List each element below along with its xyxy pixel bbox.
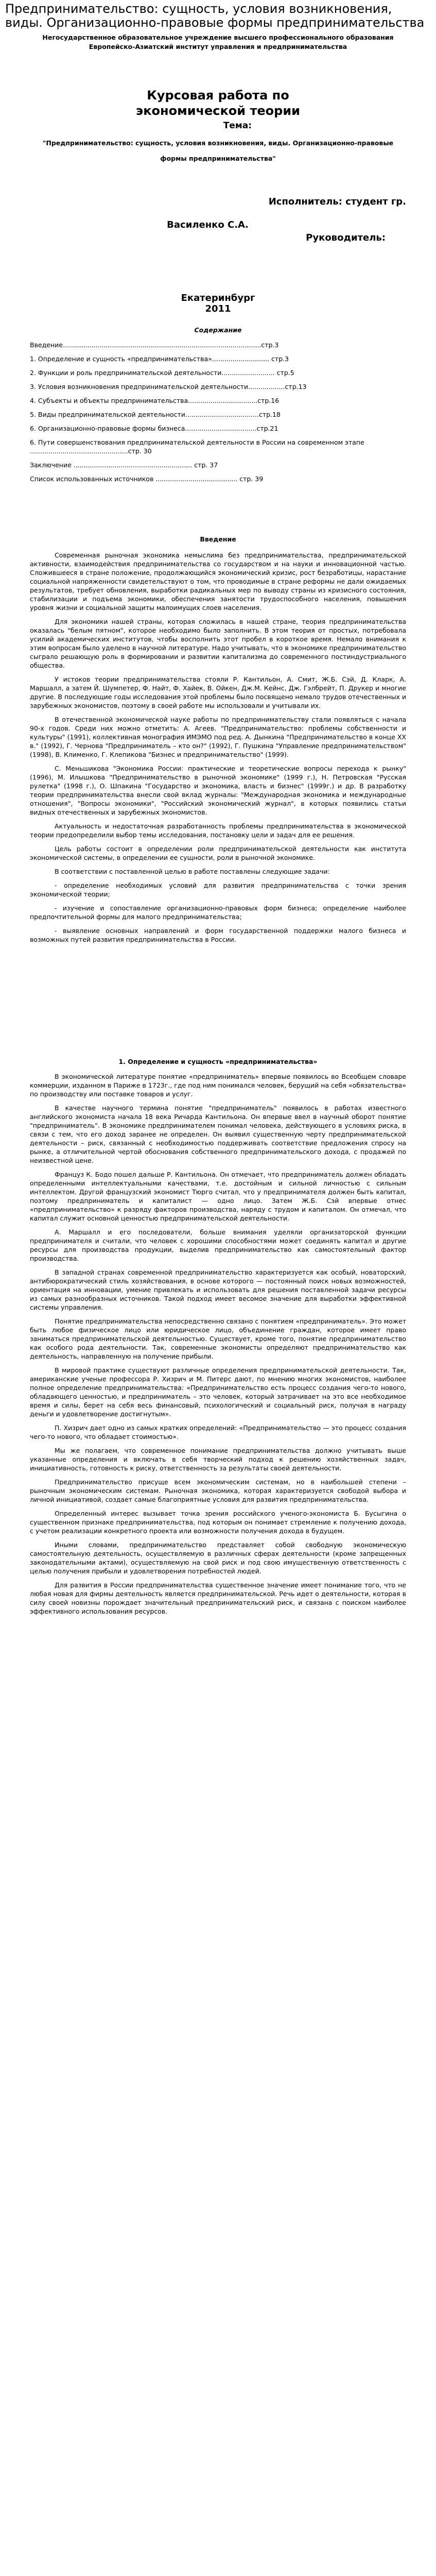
supervisor-label: Руководитель: [306,232,386,243]
toc-item: Заключение .......................................................... стр. 37 [30,461,218,469]
document-body [0,30,436,1623]
paragraph: Мы же полагаем, что современное понимание предпринимательства должно учитывать выше указанные определения и включать в себя творческий подход к решению хозяйственных задач, инициативность, готовность к риску, ответственность за результаты своей деятельности. [30,1447,406,1472]
paragraph: Определенный интерес вызывает точка зрения российского ученого-экономиста Б. Бусыгина о существенном признаке предпринимательства, под которым он понимает стремление к получению дохода, с учетом реализации конкретного проекта или возможности получения дохода в будущем. [30,1510,406,1535]
paragraph: С. Меньшикова "Экономика России: практические и теоретические вопросы перехода к рынку" (1996), М. Илышкова "Предпринимательство в рыночной экономике" (1999 г.), Н. Петровская "Русская рулетка" (1998 г.), О. Шпакина "Государство и экономика, власть и бизнес" (1999г.) и др. В разработку теории предпринимательства внесли свой вклад журналы: "Международная экономика и международные отношения", "Вопросы экономики", "Российский экономический журнал", в которых появились статьи видных отечественных и зарубежных экономистов. [30,765,406,816]
page-title: Предпринимательство: сущность, условия возникновения, виды. Организационно-правовые формы предпринимательства [5,2,425,30]
toc-item: 2. Функции и роль предпринимательской деятельности.......................... стр.5 [30,369,294,377]
toc-title: Содержание [194,326,242,334]
toc-item: Список использованных источников ........................................ стр. 39 [30,475,264,483]
intro-title: Введение [200,535,236,543]
paragraph: Понятие предпринимательства непосредственно связано с понятием «предприниматель». Это может быть любое физическое лицо или юридическое лицо, объединение граждан, которое имеет право заниматься предпринимательской деятельностью. Существует, кроме того, понятие предпринимательство как особого рода деятельности. Так, современные экономисты определяют предпринимательство как деятельность, направленную на получение прибыли. [30,1317,406,1360]
paragraph: В экономической литературе понятие «предприниматель» впервые появилось во Всеобщем словаре коммерции, изданном в Париже в 1723г., где под ним понимался человек, берущий на себя «обязательства» по производству или поставке товаров и услуг. [30,1073,406,1098]
institution-header [30,33,406,52]
section-1-title: 1. Определение и сущность «предпринимательства» [118,1058,318,1065]
topic-label: Тема: [223,121,252,131]
city: Екатеринбург [181,293,255,303]
paragraph: Актуальность и недостаточная разработанность проблемы предпринимательства в экономической теории предопределили выбор темы исследования, постановку цели и задач для ее решения. [30,822,406,839]
student-name: Василенко С.А. [167,219,249,230]
paragraph: Для развития в России предпринимательства существенное значение имеет понимание того, что не любая новая для фирмы деятельность является предпринимательской. Речь идет о деятельности, которая в силу своей новизны порождает значительный предпринимательский риск, и связана с поиском наиболее эффективного использования ресурсов. [30,1581,406,1615]
paragraph: В отечественной экономической науке работы по предпринимательству стали появляться с начала 90-х годов. Среди них можно отметить: А. Агеев. "Предпринимательство: проблемы собственности и культуры" (1991), коллективная монография ИМЭМО под ред. А. Дынкина "Предпринимательство в конце XX в." (1992), Г. Чернова "Предприниматель – кто он?" (1992), Г. Пушкина "Управление предпринимательством" (1998), В. Клименко, Г. Клепикова "Бизнес и предпринимательство" (1999). [30,716,406,758]
paragraph: Для экономики нашей страны, которая сложилась в нашей стране, теория предпринимательства оказалась "белым пятном", которое необходимо было заполнить. В этом теория от простых, потребовала усилий академических институтов, чтобы восполнить этот пробел в короткое время. Немало внимания к этим вопросам было уделено в научной литературе. Надо учитывать, что в экономике предпринимательство сыграло решающую роль в формировании и развитии капитализма до современного постиндустриального общества. [30,618,406,669]
year: 2011 [205,303,231,314]
paragraph: Предпринимательство присуще всем экономическим системам, но в наибольшей степени – рыночным экономическим системам. Рыночная экономика, которая характеризуется свободой выбора и личной инициативой, создает самые благоприятные условия для развития предпринимательства. [30,1478,406,1503]
paragraph: - определение необходимых условий для развития предпринимательства с точки зрения экономической теории; [30,882,406,898]
paragraph: Современная рыночная экономика немыслима без предпринимательства, предпринимательской активности, взаимодействия предпринимательства со государством и на науки и инновационной частью. Сложившееся в стране положение, продолжающийся экономический кризис, рост безработицы, нарастание социальной напряженности свидетельствуют о том, что проводимые в стране реформы не дали ожидаемых результатов, требует обновления, выработки радикальных мер по выводу страны из кризисного состояния, стабилизации и подъема экономики, обеспечения занятости трудоспособного населения, повышения уровня жизни и социальной защиты малоимущих слоев населения. [30,551,406,612]
toc-item: 6. Организационно-правовые формы бизнеса...................................стр.21 [30,425,278,432]
paragraph: В мировой практике существуют различные определения предпринимательской деятельности. Так, американские ученые профессора Р. Хизрич и М. Питерс дают, по мнению многих экономистов, наиболее полное определение предпринимательства: «Предпринимательство есть процесс создания чего-то нового, обладающего ценностью, и предприниматель – это человек, который затрачивает на это все необходимое время и силы, берет на себя весь финансовый, психологический и социальный риск, получая в награду деньги и удовлетворение достигнутым». [30,1366,406,1418]
paragraph: Иными словами, предпринимательство представляет собой свободную экономическую самостоятельную деятельность, осуществляемую в различных сферах деятельности (кроме запрещенных законодательными актами), осуществляемую на свой риск и под свою имущественную ответственность с целью получения прибыли и удовлетворения потребностей людей. [30,1541,406,1575]
institution-line-1: Негосударственное образовательное учреждение высшего профессионального образования [42,33,394,41]
performer-label: Исполнитель: студент гр. [268,196,406,207]
toc-item: 3. Условия возникновения предпринимательской деятельности..................стр.13 [30,383,307,391]
paragraph: В соответствии с поставленной целью в работе поставлены следующие задачи: [55,868,330,875]
paragraph: - изучение и сопоставление организационно-правовых форм бизнеса; определение наиболее предпочтительной формы для малого предпринимательства; [30,904,406,921]
paragraph: Француз К. Бодо пошел дальше Р. Кантильона. Он отмечает, что предприниматель должен обладать определенными интеллектуальными качествами, т.е. достойным и сильной личностью с сильным интеллектом. Другой французский экономист Тюрго считал, что у предпринимателя должен быть капитал, поэтому предприниматель и капиталист — одно лицо. Затем Ж.Б. Сэй впервые отнес «предпринимательство» к разряду факторов производства, наряду с трудом и капиталом. Он отмечал, что капитал служит основной ценностью предпринимательской деятельности. [30,1171,406,1222]
paragraph: Цель работы состоит в определении роли предпринимательской деятельности как института экономической системы, в определении ее сущности, роли в рыночной экономике. [30,845,406,861]
section-1 [30,1072,406,1616]
toc-item: 4. Субъекты и объекты предпринимательства..................................стр.16 [30,397,280,404]
paragraph: П. Хизрич дает одно из самых кратких определений: «Предпринимательство — это процесс создания чего-то нового, что обладает стоимостью». [30,1424,406,1440]
toc-item: 5. Виды предпринимательской деятельности....................................стр.18 [30,411,281,418]
paragraph: В западной странах современной предпринимательство характеризуется как особый, новаторский, антибюрократический стиль хозяйствования, в основе которого — постоянный поиск новых возможностей, ориентация на инновации, умение привлекать и использовать для решения поставленной задачи ресурсы из самых разнообразных источников. Такой подход имеет весомое значение для выработки эффективной системы управления. [30,1268,406,1311]
paragraph: В качестве научного термина понятие "предприниматель" появилось в работах известного английского экономиста начала 18 века Ричарда Кантильона. Он впервые ввел в научный оборот понятие "предприниматель". В экономике предпринимателем понимал человека, действующего в условиях риска, в связи с тем, что его доход заранее не определен. Он выявил существенную черту предпринимательской деятельности – риск, связанный с необходимостью поддерживать соответствие предложения спросу на рынке, а отличительной чертой обоснования собственного предпринимательского дохода, с продажей по неизвестной цене. [30,1104,406,1164]
toc-item: 1. Определение и сущность «предпринимательства»............................ стр.3 [30,355,289,363]
paragraph: - выявление основных направлений и форм государственной поддержки малого бизнеса и возможных путей развития предпринимательства в России. [30,927,406,943]
toc-item: Введение.................................................................................................стр.3 [30,341,279,349]
paragraph: У истоков теории предпринимательства стояли Р. Кантильон, А. Смит, Ж.Б. Сэй, Д. Кларк, А. Маршалл, а затем Й. Шумпетер, Ф. Найт, Ф. Хайек, В. Ойкен, Дж.М. Кейнс, Дж. Гэлбрейт, П. Друкер и многие другие. В последующие годы исследования этой проблемы было посвящено немало трудов отечественных и зарубежных экономистов, поэтому в своей работе мы использовали и учитывали их. [30,675,406,709]
intro-section [30,551,406,944]
table-of-contents [30,341,406,483]
topic: "Предпринимательство: сущность, условия возникновения, виды. Организационно-правовые формы предпринимательства" [42,139,394,162]
paragraph: А. Маршалл и его последователи, больше внимания уделяли организаторской функции предпринимателя и считали, что человек с хорошими способностями может соединять капитал и другие ресурсы для производства продукции, выделив предпринимательство как самостоятельный фактор производства. [30,1228,406,1262]
institution-line-2: Европейско-Азиатский институт управления и предпринимательства [89,43,347,50]
work-title: Курсовая работа по экономической теории [136,88,300,118]
toc-item: 6. Пути совершенствования предпринимательской деятельности в России на современном этапе ................................................стр. 30 [30,438,364,455]
